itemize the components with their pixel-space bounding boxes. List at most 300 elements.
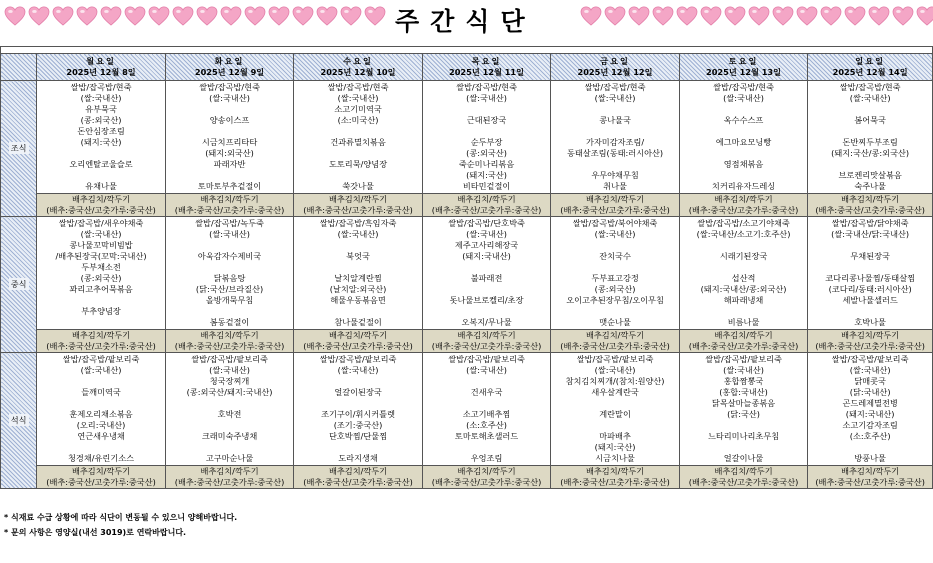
menu-cell [808,81,933,194]
menu-item: (소:호주산) [466,420,507,430]
menu-item: (쌀:국내산) [337,365,379,375]
menu-item: 쌀밥/잡곡밥/현죽 [327,82,389,92]
kimchi-cell [551,194,680,217]
menu-item: 소고기감자조림 [842,420,898,430]
meal-label [1,353,37,489]
menu-item [808,442,932,453]
menu-item: (돼지:국내산) [845,409,895,419]
meal-menu-row [1,353,933,466]
day-date: 2025년 12월 9일 [194,67,265,77]
menu-item: 쌀밥/잡곡밥/흑임자죽 [319,218,397,228]
kimchi-cell [294,330,423,353]
menu-item: 쌀밥/잡곡밥/새우야채죽 [58,218,144,228]
kimchi-item: 배추김치/깍두기 [585,194,645,204]
menu-item: (소:호주산) [849,431,891,441]
kimchi-item: (배추:중국산/고춧가루:중국산) [815,205,925,215]
menu-item: 무채된장국 [850,251,890,261]
menu-item [808,126,932,137]
menu-item: 참나물겉절이 [334,317,382,327]
menu-item [37,442,165,453]
kimchi-cell [679,466,808,489]
menu-item [808,159,932,170]
menu-item: 시금치나물 [595,453,635,463]
kimchi-item: 배추김치/깍두기 [200,194,259,204]
day-header [551,54,680,81]
menu-item: 쌀밥/잡곡밥/팥보리죽 [705,354,782,364]
menu-cell [294,81,423,194]
menu-item [37,148,165,159]
menu-item [680,240,808,251]
menu-item: 단호박찜/단물찜 [328,431,388,441]
kimchi-item: 배추김치/깍두기 [714,330,773,340]
kimchi-item: 배추김치/깍두기 [71,466,131,476]
page-title: 주간식단 [395,7,536,36]
menu-item: 얼갈이나물 [723,453,764,463]
menu-item: 우무야채무침 [591,170,639,180]
menu-item: 콩나물국 [599,115,631,125]
menu-item: 꽈리고추어묵볶음 [69,284,133,294]
heart-icon [124,6,146,26]
menu-item: 쌀밥/잡곡밥/북어야채죽 [572,218,658,228]
menu-item: (쌀:국내산) [594,93,636,103]
day-header [165,54,294,81]
menu-item: (콩:외국산) [594,284,636,294]
menu-item: 숙주나물 [854,181,886,191]
menu-cell [422,81,551,194]
kimchi-cell [808,330,933,353]
heart-icon [244,6,266,26]
kimchi-item: (배추:중국산/고춧가루:중국산) [560,205,670,215]
kimchi-item: 배추김치/깍두기 [328,466,388,476]
day-date: 2025년 12월 12일 [577,67,653,77]
kimchi-item: (배추:중국산/고춧가루:중국산) [560,477,670,487]
menu-item [166,398,294,409]
menu-item: 쌀밥/잡곡밥/현죽 [713,82,774,92]
menu-item: 소고기미역국 [334,104,382,114]
menu-item [680,126,808,137]
kimchi-row [1,466,933,489]
menu-item: 호박전 [217,409,242,419]
menu-item: 치커리유자드레싱 [711,181,776,191]
menu-item [808,306,932,317]
heart-icon [892,6,914,26]
kimchi-cell [165,466,294,489]
menu-item: (쌀:국내산) [80,229,122,239]
menu-item: 방풍나물 [854,453,886,463]
menu-cell [679,81,808,194]
note-line: * 식재료 수급 상황에 따라 식단이 변동될 수 있으니 양해바랍니다. [4,513,238,522]
menu-item: (돼지:국산) [466,170,507,180]
heart-icon [724,6,746,26]
menu-item [551,262,679,273]
heart-icon [652,6,674,26]
heart-icon [148,6,170,26]
day-header [808,54,933,81]
menu-item: 날치알계란찜 [334,273,382,283]
menu-item [551,398,679,409]
menu-item [680,420,808,431]
heart-icon [844,6,866,26]
kimchi-cell [422,466,551,489]
menu-item: 옥수수스프 [723,115,764,125]
menu-cell [165,353,294,466]
menu-item [423,398,551,409]
menu-item: 맷순나물 [599,317,631,327]
menu-item: (쌀:국내산) [209,365,250,375]
kimchi-cell [422,194,551,217]
menu-item: 마파배추 [599,431,631,441]
menu-item: 영점채볶음 [723,159,764,169]
menu-item: 쑥갓나물 [342,181,374,191]
kimchi-item: 배추김치/깍두기 [714,194,773,204]
meal-menu-row [1,81,933,194]
day-name: 금요일 [600,56,630,66]
kimchi-item: 배추김치/깍두기 [457,194,516,204]
kimchi-cell [37,466,166,489]
menu-item: 훈제오리채소볶음 [69,409,133,419]
kimchi-item: 배추김치/깍두기 [585,330,645,340]
menu-item [551,104,679,115]
menu-item [37,295,165,306]
menu-item: 돈반찌두부조림 [842,137,898,147]
menu-item: 오이고추된장무침/오이무침 [566,295,664,305]
menu-item: 브로켄리맛살볶음 [838,170,902,180]
menu-cell [37,353,166,466]
menu-item: (쌀:국내산/닭:국내산) [831,229,910,239]
hearts-right [580,6,933,26]
kimchi-item: 배추김치/깍두기 [328,194,388,204]
menu-item: 호박나물 [854,317,886,327]
kimchi-cell [294,194,423,217]
menu-item: (콩:외국산) [80,115,122,125]
menu-item: 쌀밥/잡곡밥/팥보리죽 [448,354,525,364]
menu-item [808,104,932,115]
kimchi-item: (배추:중국산/고춧가루:중국산) [431,341,542,351]
meal-label [1,81,37,217]
menu-item: 쌀밥/잡곡밥/단호박죽 [448,218,525,228]
day-header [294,54,423,81]
day-date: 2025년 12월 10일 [320,67,396,77]
menu-item: (돼지:국산) [80,137,122,147]
menu-item: 도토리묵/양념장 [328,159,388,169]
menu-cell [422,353,551,466]
menu-item [294,262,422,273]
menu-item [680,170,808,181]
day-header [422,54,551,81]
menu-item: 쌀밥/잡곡밥/현죽 [456,82,517,92]
menu-item: (날치알:외국산) [329,284,387,294]
menu-item: 참치김치찌개/(참치:원양산) [565,376,665,386]
heart-icon [172,6,194,26]
menu-item: (콩:외국산/돼지:국내산) [186,387,273,397]
menu-item: 조기구이/휘시커틀렛 [321,409,396,419]
menu-item [166,126,294,137]
menu-item: 닭목살마늘종볶음 [711,398,776,408]
heart-icon [316,6,338,26]
menu-item: 유채나물 [85,181,117,191]
menu-item: 유부묵국 [85,104,117,114]
menu-cell [679,217,808,330]
menu-item: 시금치프리타타 [201,137,258,147]
menu-item [551,126,679,137]
menu-item: (닭:국산) [727,409,760,419]
menu-item [166,420,294,431]
menu-item: 토마토해초샐러드 [454,431,519,441]
menu-item: 봄동겉절이 [209,317,250,327]
menu-item: (콩:외국산) [466,148,507,158]
menu-item: 가자미감자조림/ [585,137,645,147]
title-banner [0,0,933,34]
menu-cell [37,81,166,194]
menu-item [808,262,932,273]
menu-item: (쌀:국내산) [849,93,891,103]
kimchi-item: (배추:중국산/고춧가루:중국산) [303,205,413,215]
menu-item [294,148,422,159]
menu-item: (쌀:국내산) [723,365,764,375]
heart-icon [628,6,650,26]
heart-icon [76,6,98,26]
kimchi-cell [808,194,933,217]
menu-item: 청경채/유린기소스 [68,453,135,463]
day-name: 화요일 [214,56,245,66]
weekly-menu-table [0,46,933,489]
menu-item: 잔치국수 [599,251,631,261]
menu-item: (쌀:국내산) [80,365,122,375]
menu-cell [808,217,933,330]
kimchi-item: 배추김치/깍두기 [841,330,900,340]
menu-item: 오리엔탈코울슬로 [69,159,133,169]
menu-item: 비름나물 [727,317,760,327]
kimchi-item: (배추:중국산/고춧가루:중국산) [688,477,799,487]
kimchi-cell [808,466,933,489]
meal-label-text: 중식 [10,279,27,289]
day-date: 2025년 12월 8일 [66,67,136,77]
menu-item: 섭산적 [731,273,756,283]
menu-item: 연근새우냉채 [77,431,125,441]
day-name: 목요일 [471,56,502,66]
kimchi-cell [551,330,680,353]
heart-icon [700,6,722,26]
day-name: 수요일 [343,56,373,66]
menu-item: 파래자반 [213,159,246,169]
heart-icon [580,6,602,26]
menu-item [423,284,551,295]
meal-menu-row [1,217,933,330]
heart-icon [868,6,890,26]
kimchi-item: 배추김치/깍두기 [714,466,773,476]
menu-item: 두부표고강정 [591,273,639,283]
menu-item [808,240,932,251]
menu-item: 홍합짬뽕국 [723,376,764,386]
menu-item: (소:미국산) [337,115,379,125]
menu-item [423,376,551,387]
menu-item: 쌀밥/잡곡밥/닭야채죽 [831,218,909,228]
menu-item: 봄어묵국 [854,115,886,125]
heart-icon [292,6,314,26]
kimchi-item: 배추김치/깍두기 [71,194,131,204]
menu-item: (돼지:외국산) [205,148,254,158]
kimchi-item: (배추:중국산/고춧가루:중국산) [174,205,285,215]
menu-item [166,306,294,317]
menu-item: 해파래냉채 [723,295,764,305]
menu-item: 느타리미나리초무침 [707,431,780,441]
menu-item: 도라지생채 [338,453,378,463]
kimchi-item: 배추김치/깍두기 [328,330,388,340]
menu-item [680,306,808,317]
menu-item: 돗나물브로켈리/초장 [449,295,524,305]
menu-item: 부추양념장 [81,306,121,316]
menu-item [294,240,422,251]
kimchi-item: (배추:중국산/고춧가루:중국산) [303,477,413,487]
heart-icon [340,6,362,26]
heart-icon [100,6,122,26]
menu-item [423,262,551,273]
day-name: 일요일 [855,56,886,66]
kimchi-item: 배추김치/깍두기 [841,466,900,476]
menu-item [294,398,422,409]
notes [4,510,237,540]
heart-icon [916,6,933,26]
menu-item: (콩:외국산) [80,273,122,283]
heart-icon [772,6,794,26]
menu-item: (쌀:국내산) [594,229,636,239]
kimchi-item: 배추김치/깍두기 [457,330,516,340]
menu-item [294,306,422,317]
kimchi-cell [37,330,166,353]
heart-icon [748,6,770,26]
menu-cell [551,353,680,466]
heart-icon [52,6,74,26]
day-date: 2025년 12월 14일 [832,67,908,77]
day-name: 토요일 [728,56,759,66]
menu-item: 계란말이 [599,409,631,419]
menu-item: (쌀:국내산) [209,229,250,239]
heart-icon [676,6,698,26]
menu-item [423,126,551,137]
kimchi-item: (배추:중국산/고춧가루:중국산) [174,341,285,351]
menu-item: 쌀밥/잡곡밥/소고기야채죽 [697,218,790,228]
menu-item: (돼지:국산) [594,442,636,452]
menu-item: 닭볶음탕 [213,273,246,283]
menu-item [423,306,551,317]
menu-item: 죽순미나리볶음 [458,159,515,169]
kimchi-item: (배추:중국산/고춧가루:중국산) [688,341,799,351]
menu-cell [679,353,808,466]
menu-item [423,442,551,453]
heart-icon [220,6,242,26]
heart-icon [820,6,842,26]
menu-item [166,262,294,273]
menu-item: 제주고사리해장국 [454,240,519,250]
kimchi-item: (배추:중국산/고춧가루:중국산) [560,341,670,351]
menu-item: (조기:중국산) [333,420,383,430]
menu-item: 오복지/무나물 [461,317,512,327]
menu-item: 쌀밥/잡곡밥/현죽 [584,82,646,92]
kimchi-item: (배추:중국산/고춧가루:중국산) [431,205,542,215]
menu-item [37,170,165,181]
kimchi-item: 배추김치/깍두기 [200,466,259,476]
menu-item: 곤드레제멸전병 [842,398,898,408]
menu-item: 콩나물꼬막비빔밥 [69,240,133,250]
kimchi-item: (배추:중국산/고춧가루:중국산) [815,477,925,487]
menu-item: 근대된장국 [466,115,507,125]
menu-item: 돈안심장조림 [77,126,125,136]
menu-item: (쌀:국내산) [723,93,764,103]
meal-label [1,217,37,353]
menu-cell [551,81,680,194]
menu-item [166,170,294,181]
kimchi-item: (배추:중국산/고춧가루:중국산) [174,477,285,487]
menu-item: 닭매콧국 [854,376,886,386]
menu-item: 건새우국 [470,387,503,397]
day-name: 월요일 [86,56,116,66]
kimchi-item: (배추:중국산/고춧가루:중국산) [303,341,413,351]
menu-item: 양송이스프 [209,115,250,125]
menu-item: 새우살계란국 [591,387,639,397]
menu-item [294,376,422,387]
menu-item: 불파래전 [470,273,503,283]
heart-icon [196,6,218,26]
kimchi-item: 배추김치/깍두기 [200,330,259,340]
menu-item: 쌀밥/잡곡밥/현죽 [199,82,260,92]
heart-icon [268,6,290,26]
menu-item [294,126,422,137]
menu-cell [294,217,423,330]
menu-cell [551,217,680,330]
menu-cell [422,217,551,330]
hearts-left [4,6,386,26]
menu-item: (쌀:국내산) [466,93,507,103]
menu-item: 아욱감자수제비국 [197,251,262,261]
menu-item: (쌀:국내산/소고기:호주산) [696,229,791,239]
menu-item [551,240,679,251]
heart-icon [796,6,818,26]
menu-item [680,148,808,159]
menu-item: 들깨미역국 [81,387,121,397]
kimchi-cell [679,330,808,353]
kimchi-cell [37,194,166,217]
kimchi-row [1,194,933,217]
menu-item: 동태살조림(동태:러시아산) [566,148,664,158]
day-date: 2025년 12월 13일 [706,67,782,77]
day-header [679,54,808,81]
menu-item: 소고기배추찜 [462,409,511,419]
kimchi-item: 배추김치/깍두기 [585,466,645,476]
kimchi-item: 배추김치/깍두기 [841,194,900,204]
note-line: * 문의 사항은 영양실(내선 3019)로 연락바랍니다. [4,528,187,537]
menu-item [680,262,808,273]
menu-item: (쌀:국내산) [849,365,891,375]
heart-icon [28,6,50,26]
menu-item: (코다리/동태:러시아산) [828,284,912,294]
menu-item: 에그마요모닝빵 [715,137,772,147]
spacer-row [1,47,933,54]
menu-item: 올방개묵무침 [205,295,254,305]
kimchi-cell [165,330,294,353]
menu-cell [808,353,933,466]
meal-label-text: 조식 [10,143,27,153]
menu-item: /배추된장국(꼬막:국내산) [55,251,147,261]
menu-item [37,317,165,328]
menu-item: 쌀밥/잡곡밥/녹두죽 [195,218,264,228]
menu-item: (쌀:국내산) [466,229,507,239]
kimchi-row [1,330,933,353]
kimchi-cell [294,466,423,489]
menu-item: 청국장찌개 [209,376,250,386]
kimchi-cell [679,194,808,217]
menu-item: 세발나물셀러드 [842,295,898,305]
menu-item: 크래미숙주냉채 [201,431,258,441]
